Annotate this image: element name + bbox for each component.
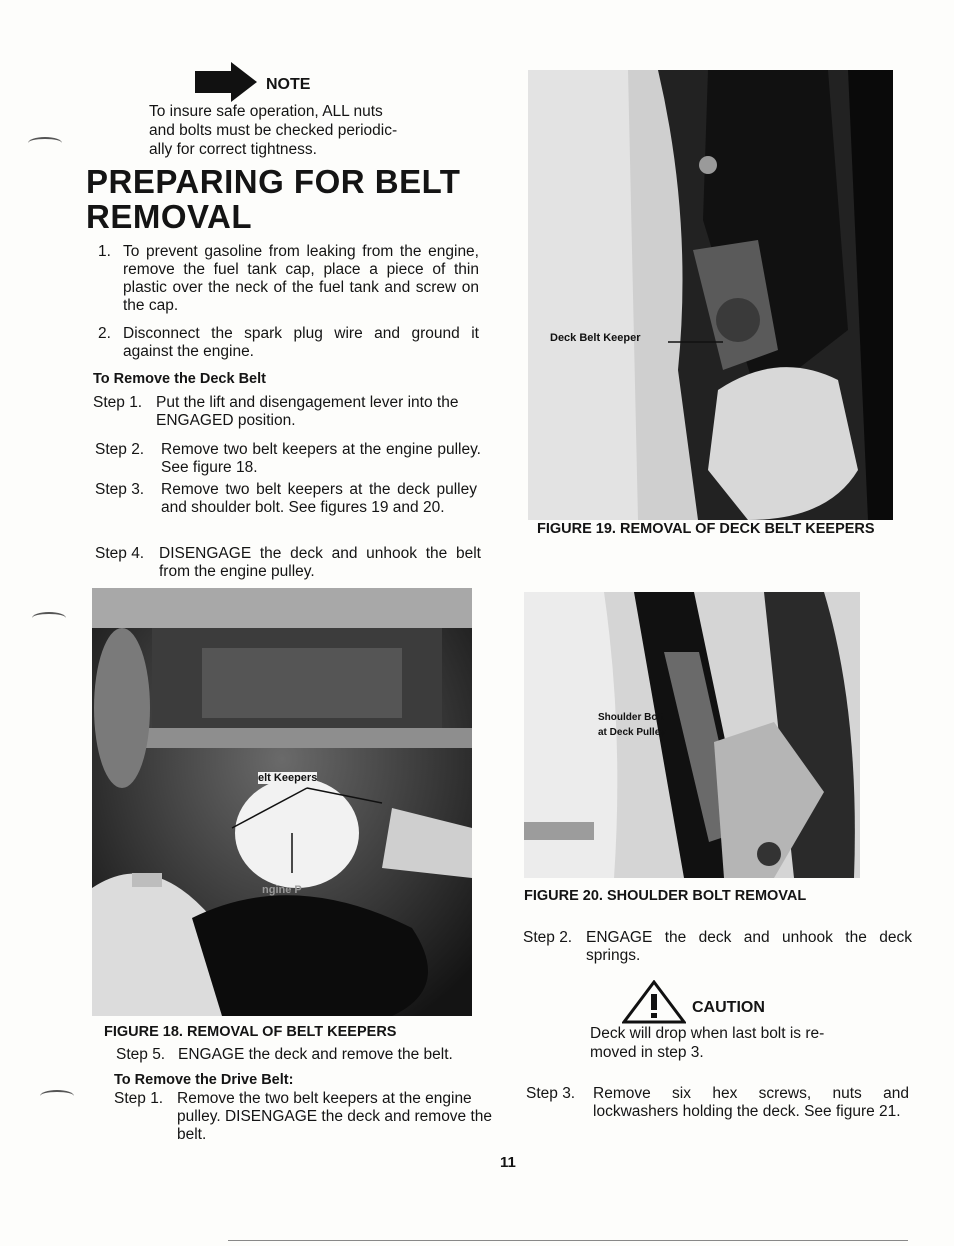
margin-mark bbox=[28, 137, 62, 149]
figure-19-photo bbox=[528, 70, 893, 520]
figure-20-photo bbox=[524, 592, 860, 878]
caution-heading: CAUTION bbox=[692, 999, 765, 1016]
caution-text: Deck will drop when last bolt is re- moved in step 3. bbox=[590, 1025, 825, 1061]
note-arrow-icon bbox=[195, 62, 259, 102]
figure-18-label-pulley: ngine P bbox=[262, 884, 302, 896]
deck-belt-heading: To Remove the Deck Belt bbox=[93, 371, 266, 387]
margin-mark bbox=[32, 612, 66, 624]
section-title: PREPARING FOR BELT REMOVAL bbox=[86, 163, 461, 235]
note-text: To insure safe operation, ALL nuts and bolts must be checked periodic- ally for correct tightness. bbox=[149, 103, 398, 158]
figure-18-photo bbox=[92, 588, 472, 1016]
drive-belt-heading: To Remove the Drive Belt: bbox=[114, 1072, 294, 1088]
page-number: 11 bbox=[500, 1154, 516, 1171]
figure-20-caption: FIGURE 20. SHOULDER BOLT REMOVAL bbox=[524, 888, 807, 904]
figure-18-label-keepers: elt Keepers bbox=[258, 772, 318, 784]
figure-20-label-line2: at Deck Pulley bbox=[598, 727, 666, 738]
margin-mark bbox=[40, 1090, 74, 1102]
caution-warning-icon bbox=[622, 980, 686, 1024]
bottom-rule bbox=[228, 1240, 908, 1241]
figure-19-label: Deck Belt Keeper bbox=[550, 332, 641, 344]
figure-18-caption: FIGURE 18. REMOVAL OF BELT KEEPERS bbox=[104, 1024, 397, 1040]
figure-19-caption: FIGURE 19. REMOVAL OF DECK BELT KEEPERS bbox=[537, 521, 875, 537]
note-heading: NOTE bbox=[266, 76, 311, 93]
figure-20-label-line1: Shoulder Bolt bbox=[598, 712, 664, 723]
